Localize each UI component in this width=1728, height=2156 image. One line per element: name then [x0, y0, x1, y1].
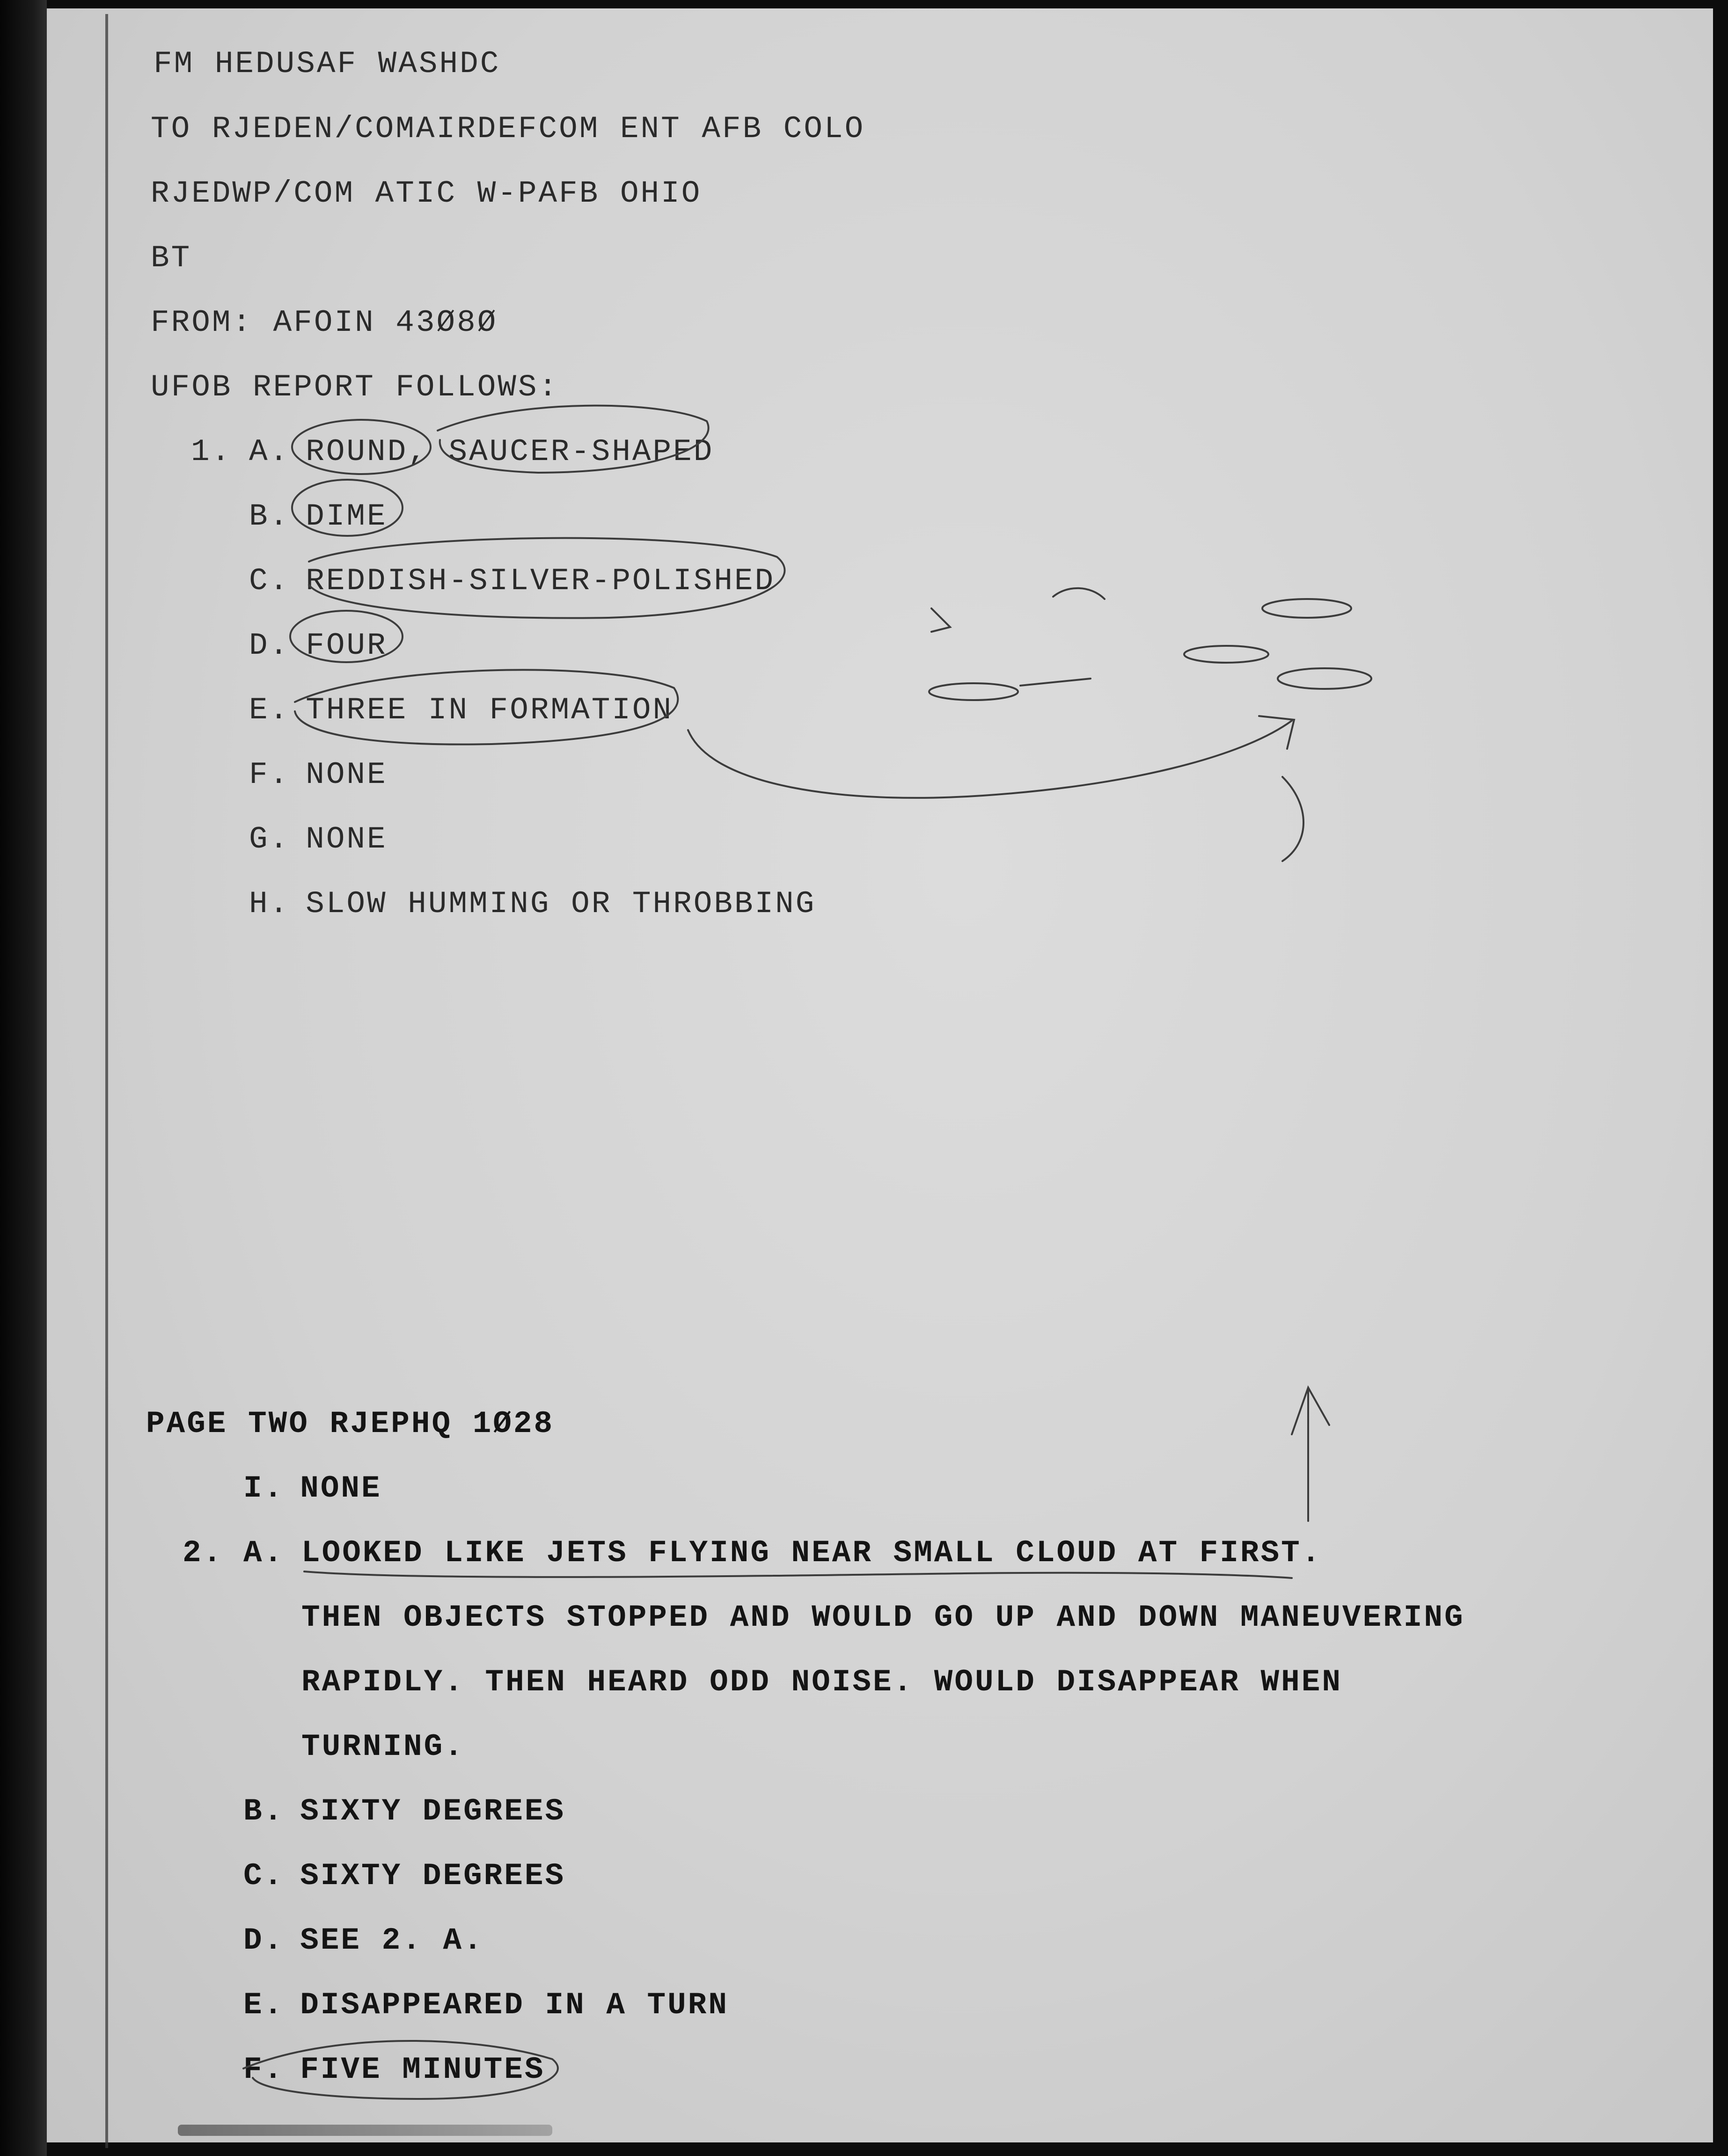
item-label: F.: [249, 757, 290, 792]
item-label: E.: [249, 693, 290, 728]
section2-number: 2.: [183, 1535, 224, 1571]
item-value: SLOW HUMMING OR THROBBING: [306, 886, 816, 921]
item-value: NONE: [306, 757, 388, 792]
item-label: I.: [243, 1471, 285, 1506]
section1-item-g: [249, 824, 388, 855]
header-bt-line: BT: [151, 241, 192, 276]
item-label: C.: [243, 1858, 285, 1893]
section1-item-c: [249, 563, 776, 599]
item-value: SIXTY DEGREES: [300, 1794, 566, 1829]
item-label: D.: [243, 1923, 285, 1958]
item-value: DISAPPEARED IN A TURN: [300, 1988, 729, 2023]
item-value: SEE 2. A.: [300, 1923, 484, 1958]
section2-item-a-line2: THEN OBJECTS STOPPED AND WOULD GO UP AND DOWN MANEUVERING: [301, 1600, 1465, 1635]
section2-item-f: [243, 2054, 545, 2085]
section1-item-a: [249, 434, 714, 469]
item-label: E.: [243, 1988, 285, 2023]
item-value: SIXTY DEGREES: [300, 1858, 566, 1893]
item-i: [243, 1473, 382, 1504]
item-label: G.: [249, 822, 290, 857]
margin-rule: [105, 14, 108, 2148]
item-value: FOUR: [306, 628, 388, 663]
cut-off-line-smudge: [178, 2125, 552, 2136]
item-label: B.: [249, 499, 290, 534]
item-label: C.: [249, 563, 290, 599]
item-label: A.: [249, 434, 290, 469]
item-value: DIME: [306, 499, 388, 534]
section1-item-e: [249, 695, 673, 726]
section2-item-a-line4: TURNING.: [301, 1729, 465, 1764]
section2-item-a-line1: LOOKED LIKE JETS FLYING NEAR SMALL CLOUD AT FIRST.: [301, 1535, 1322, 1571]
item-value: NONE: [300, 1471, 382, 1506]
item-value: THREE IN FORMATION: [306, 693, 674, 728]
section1-item-d: [249, 630, 388, 661]
item-label: D.: [249, 628, 290, 663]
section1-item-b: [249, 501, 388, 532]
section1-item-f: [249, 757, 388, 792]
header-to-line: TO RJEDEN/COMAIRDEFCOM ENT AFB COLO: [151, 111, 865, 146]
item-label: F.: [243, 2052, 285, 2087]
section2-item-a-label: A.: [243, 1535, 285, 1571]
item-value: ROUND, SAUCER-SHAPED: [306, 434, 714, 469]
item-label: B.: [243, 1794, 285, 1829]
item-value: NONE: [306, 822, 388, 857]
header-report-follows-line: UFOB REPORT FOLLOWS:: [151, 370, 559, 405]
film-edge: [0, 0, 47, 2156]
section2-item-e: [243, 1990, 729, 2021]
section2-item-b: [243, 1796, 565, 1827]
item-value: FIVE MINUTES: [300, 2052, 545, 2087]
page-two-heading: PAGE TWO RJEPHQ 1Ø28: [146, 1406, 555, 1441]
section2-item-a-line3: RAPIDLY. THEN HEARD ODD NOISE. WOULD DISAPPEAR WHEN: [301, 1665, 1342, 1700]
header-routing-line: RJEDWP/COM ATIC W-PAFB OHIO: [151, 176, 702, 211]
item-value: REDDISH-SILVER-POLISHED: [306, 563, 776, 599]
section1-number: 1.: [191, 434, 232, 469]
item-label: H.: [249, 886, 290, 921]
header-from-afoin-line: FROM: AFOIN 43Ø8Ø: [151, 305, 498, 340]
section2-item-c: [243, 1858, 566, 1893]
section1-item-h: [249, 886, 816, 921]
section2-item-d: [243, 1925, 484, 1956]
header-from-line: FM HEDUSAF WASHDC: [154, 46, 501, 81]
